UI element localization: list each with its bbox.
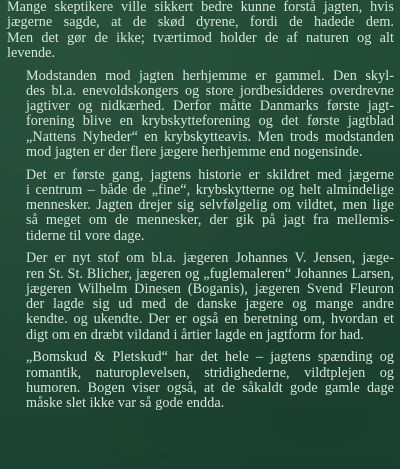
text-line: forening blive en krybskytteforening og det første jagtblad (26, 113, 394, 130)
paragraph-5 (7, 350, 394, 411)
text-line: digt om en dræbt vildand i årtier lagde en jagtform for had. (26, 326, 364, 343)
text-line: Det er første gang, jagtens historie er skildret med jægerne (26, 166, 394, 183)
text-line: så meget om de mennesker, der gik på jagt fra mellemis- (26, 212, 394, 229)
paragraph-2 (7, 69, 394, 161)
text-line: Men det gør de ikke; tværtimod holder de af naturen og alt (7, 29, 394, 46)
text-line: romantik, naturoplevelsen, stridighederne, vildtplejen og (26, 364, 394, 381)
text-line: „Nattens Nyheder“ en krybskytteavis. Men trods modstanden (26, 128, 394, 145)
text-line: Der er nyt stof om bl.a. jægeren Johannes V. Jensen, jæge- (26, 250, 394, 267)
paragraph-4 (7, 251, 394, 343)
paragraph-1 (7, 0, 394, 61)
text-line: ren St. St. Blicher, jægeren og „fuglemaleren“ Johannes Larsen, (26, 265, 394, 282)
text-line: levende. (7, 44, 56, 61)
text-line: „Bomskud & Pletskud“ har det hele – jagtens spænding og (26, 349, 394, 366)
paragraph-3 (7, 168, 394, 244)
text-line: jægeren Wilhelm Dinesen (Boganis), jægeren Svend Fleuron (26, 280, 394, 297)
text-line: Modstanden mod jagten herhjemme er gammel. Den skyl- (26, 67, 394, 84)
text-line: jægerne sagde, at de skød dyrene, fordi de hadede dem. (7, 14, 394, 31)
text-line: Mange skeptikere ville sikkert bedre kunne forstå jagten, hvis (7, 0, 394, 15)
text-line: humoren. Bogen viser også, at de såkaldt gode gamle dage (26, 379, 394, 396)
text-line: jagtiver og nidkærhed. Derfor måtte Danmarks første jagt- (26, 98, 394, 114)
blurb-text (7, 0, 394, 411)
text-line: des bl.a. enevoldskongers og store jordbesidderes overdrevne (26, 82, 394, 99)
text-line: der lagde sig ud med de danske jægere og mange andre (26, 296, 394, 312)
text-line: måske slet ikke var så gode endda. (26, 395, 225, 411)
text-line: i centrum – både de „fine“, krybskytterne og helt almindelige (26, 181, 394, 198)
text-line: kendte. og ukendte. Der er også en beretning om, hvordan et (26, 311, 394, 328)
text-line: mod jagten er der flere jægere herhjemme end nogensinde. (26, 143, 363, 160)
text-line: tiderne til vore dage. (26, 227, 145, 244)
text-line: mennesker. Jagten drejer sig selvfølgelig om vildtet, men lige (26, 197, 394, 213)
